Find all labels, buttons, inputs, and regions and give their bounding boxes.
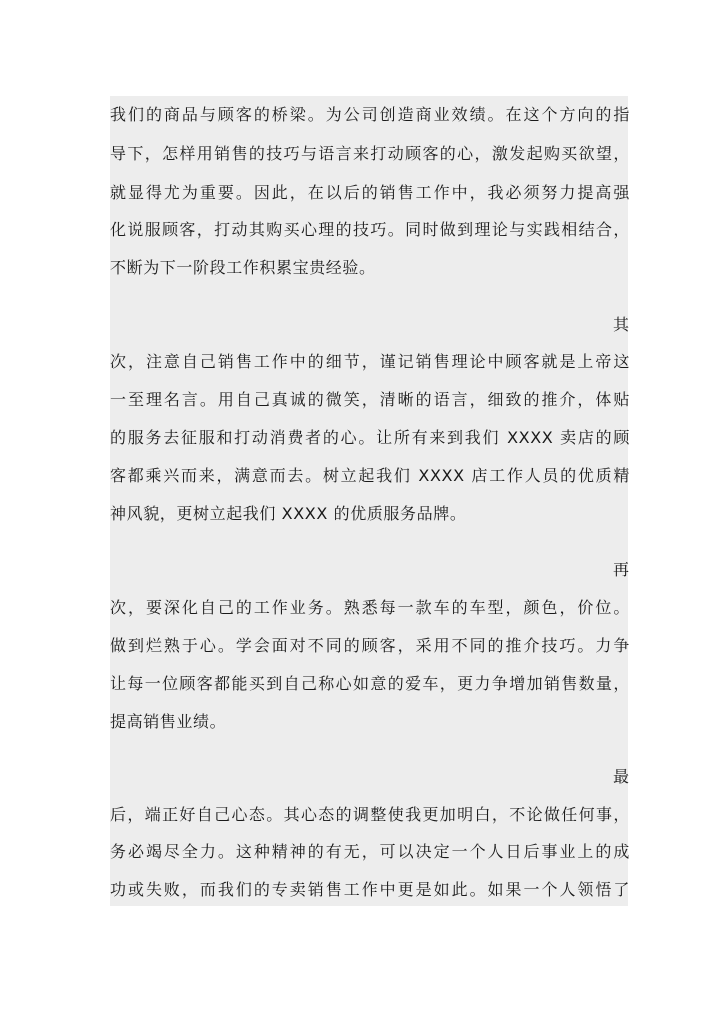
paragraph-4-line-1: 后，端正好自己心态。其心态的调整使我更加明白，不论做任何事，	[110, 805, 630, 824]
paragraph-1-line-3: 就显得尤为重要。因此，在以后的销售工作中，我必须努力提高强	[110, 183, 630, 202]
paragraph-2-line-3: 的服务去征服和打动消费者的心。让所有来到我们 XXXX 卖店的顾	[110, 428, 630, 447]
paragraph-2-lead-char: 其	[613, 315, 630, 334]
paragraph-2-line-1: 次，注意自己销售工作中的细节，谨记销售理论中顾客就是上帝这	[110, 352, 630, 371]
paragraph-3-lead-char: 再	[613, 560, 630, 579]
paragraph-2-line-2: 一至理名言。用自己真诚的微笑，清晰的语言，细致的推介，体贴	[110, 390, 630, 409]
paragraph-3-line-2: 做到烂熟于心。学会面对不同的顾客，采用不同的推介技巧。力争	[110, 636, 630, 655]
paragraph-4-line-3: 功或失败，而我们的专卖销售工作中更是如此。如果一个人领悟了	[110, 880, 630, 899]
paragraph-2-line-4: 客都乘兴而来，满意而去。树立起我们 XXXX 店工作人员的优质精	[110, 466, 630, 485]
paragraph-3-line-1: 次，要深化自己的工作业务。熟悉每一款车的车型，颜色，价位。	[110, 598, 630, 617]
paragraph-4-lead-char: 最	[613, 767, 630, 786]
paragraph-1-line-1: 我们的商品与顾客的桥梁。为公司创造商业效绩。在这个方向的指	[110, 105, 630, 124]
document-page-shading	[110, 96, 628, 906]
paragraph-2-line-5: 神风貌，更树立起我们 XXXX 的优质服务品牌。	[110, 504, 467, 523]
paragraph-3-line-3: 让每一位顾客都能买到自己称心如意的爱车，更力争增加销售数量，	[110, 674, 630, 693]
paragraph-3-line-4: 提高销售业绩。	[110, 712, 227, 731]
paragraph-1-line-2: 导下，怎样用销售的技巧与语言来打动顾客的心，激发起购买欲望，	[110, 144, 630, 163]
paragraph-1-line-5: 不断为下一阶段工作积累宝贵经验。	[110, 258, 376, 277]
paragraph-1-line-4: 化说服顾客，打动其购买心理的技巧。同时做到理论与实践相结合，	[110, 220, 630, 239]
paragraph-4-line-2: 务必竭尽全力。这种精神的有无，可以决定一个人日后事业上的成	[110, 842, 630, 861]
